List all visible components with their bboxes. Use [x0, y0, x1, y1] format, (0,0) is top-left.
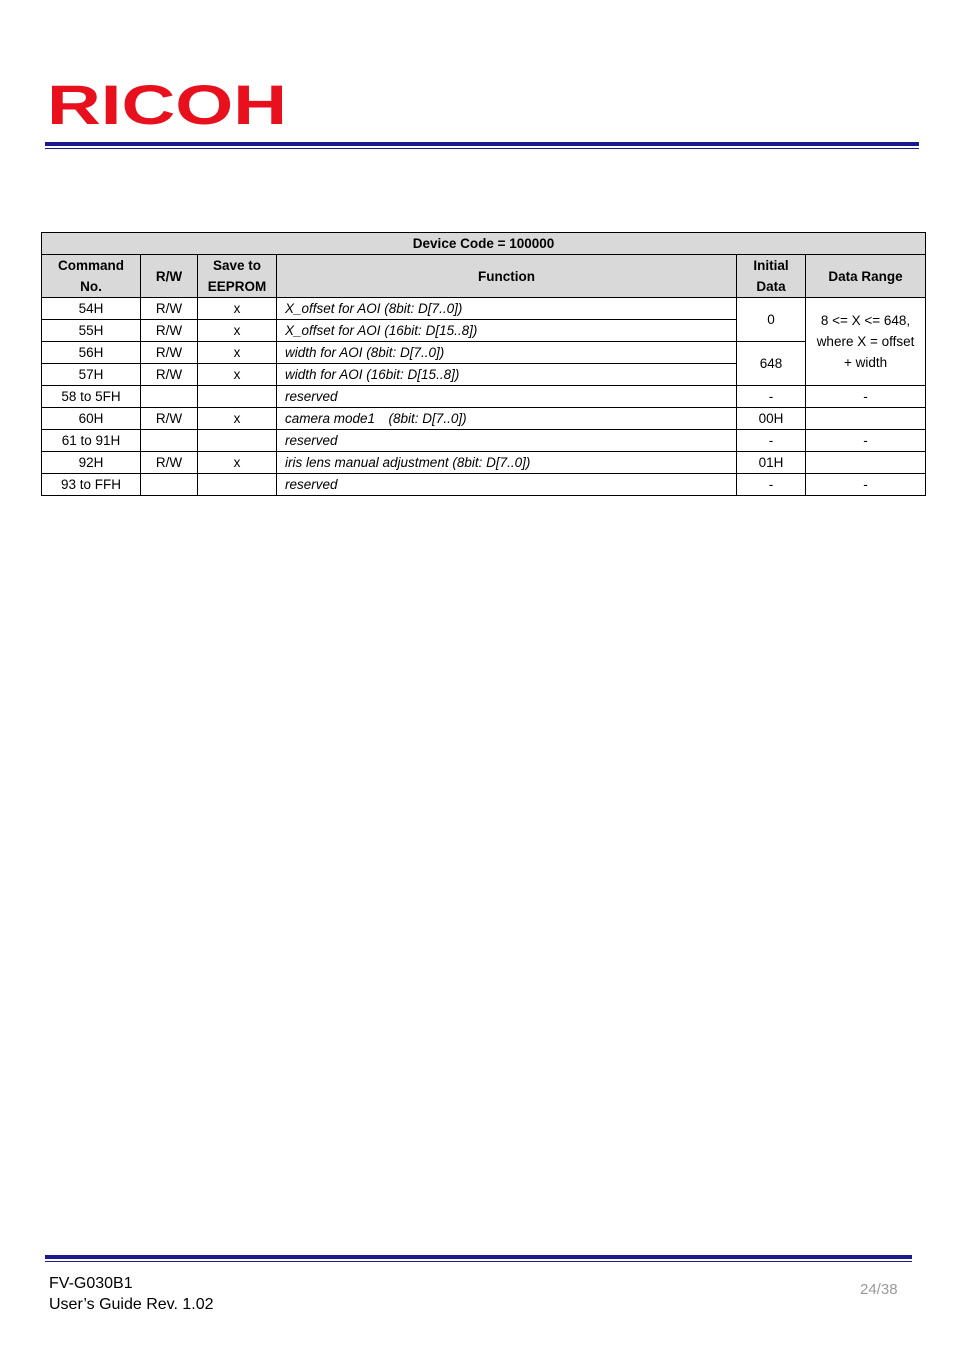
cell-command: 61 to 91H [42, 430, 141, 452]
cell-function: X_offset for AOI (8bit: D[7..0]) [277, 298, 737, 320]
table-row [42, 298, 926, 320]
table-row [42, 342, 926, 364]
table-row [42, 408, 926, 430]
header-data-range: Data Range [806, 255, 926, 298]
cell-initial: - [737, 386, 806, 408]
ricoh-logo [47, 78, 289, 128]
cell-save [198, 474, 277, 496]
cell-initial: - [737, 474, 806, 496]
table-row [42, 474, 926, 496]
footer-guide: User’s Guide Rev. 1.02 [49, 1296, 214, 1313]
header-rule [45, 142, 919, 149]
logo-text: RICOH [47, 78, 287, 128]
cell-range [806, 452, 926, 474]
cell-command: 58 to 5FH [42, 386, 141, 408]
cell-initial: - [737, 430, 806, 452]
header-command-no: Command No. [42, 255, 141, 298]
table-title: Device Code = 100000 [42, 233, 926, 255]
header-save-eeprom: Save to EEPROM [198, 255, 277, 298]
cell-function: camera mode1 (8bit: D[7..0]) [277, 408, 737, 430]
cell-initial: 01H [737, 452, 806, 474]
cell-rw [141, 474, 198, 496]
header-initial-data: Initial Data [737, 255, 806, 298]
register-table [41, 232, 926, 496]
cell-save: x [198, 298, 277, 320]
cell-save: x [198, 452, 277, 474]
cell-rw: R/W [141, 364, 198, 386]
cell-rw: R/W [141, 408, 198, 430]
cell-command: 54H [42, 298, 141, 320]
cell-rw [141, 386, 198, 408]
cell-function: reserved [277, 430, 737, 452]
cell-rw: R/W [141, 298, 198, 320]
cell-range-aoi: 8 <= X <= 648, where X = offset + width [806, 298, 926, 386]
cell-range: - [806, 474, 926, 496]
table-row [42, 386, 926, 408]
cell-function: width for AOI (8bit: D[7..0]) [277, 342, 737, 364]
cell-command: 60H [42, 408, 141, 430]
cell-save: x [198, 364, 277, 386]
cell-function: width for AOI (16bit: D[15..8]) [277, 364, 737, 386]
cell-command: 92H [42, 452, 141, 474]
table-row [42, 430, 926, 452]
cell-save [198, 386, 277, 408]
cell-range: - [806, 430, 926, 452]
header-rw: R/W [141, 255, 198, 298]
cell-rw [141, 430, 198, 452]
cell-save: x [198, 342, 277, 364]
cell-function: reserved [277, 386, 737, 408]
cell-command: 55H [42, 320, 141, 342]
header-function: Function [277, 255, 737, 298]
cell-command: 93 to FFH [42, 474, 141, 496]
footer-model: FV-G030B1 [49, 1275, 133, 1292]
cell-function: reserved [277, 474, 737, 496]
cell-rw: R/W [141, 452, 198, 474]
cell-initial-width: 648 [737, 342, 806, 386]
cell-rw: R/W [141, 342, 198, 364]
cell-function: iris lens manual adjustment (8bit: D[7..0]) [277, 452, 737, 474]
footer-info [49, 1273, 214, 1315]
cell-function: X_offset for AOI (16bit: D[15..8]) [277, 320, 737, 342]
cell-range: - [806, 386, 926, 408]
cell-initial: 00H [737, 408, 806, 430]
cell-command: 57H [42, 364, 141, 386]
cell-save [198, 430, 277, 452]
cell-range [806, 408, 926, 430]
cell-save: x [198, 320, 277, 342]
cell-command: 56H [42, 342, 141, 364]
page-number: 24/38 [860, 1281, 898, 1298]
cell-rw: R/W [141, 320, 198, 342]
footer-rule [45, 1255, 912, 1262]
table-row [42, 452, 926, 474]
cell-save: x [198, 408, 277, 430]
cell-initial-offset: 0 [737, 298, 806, 342]
